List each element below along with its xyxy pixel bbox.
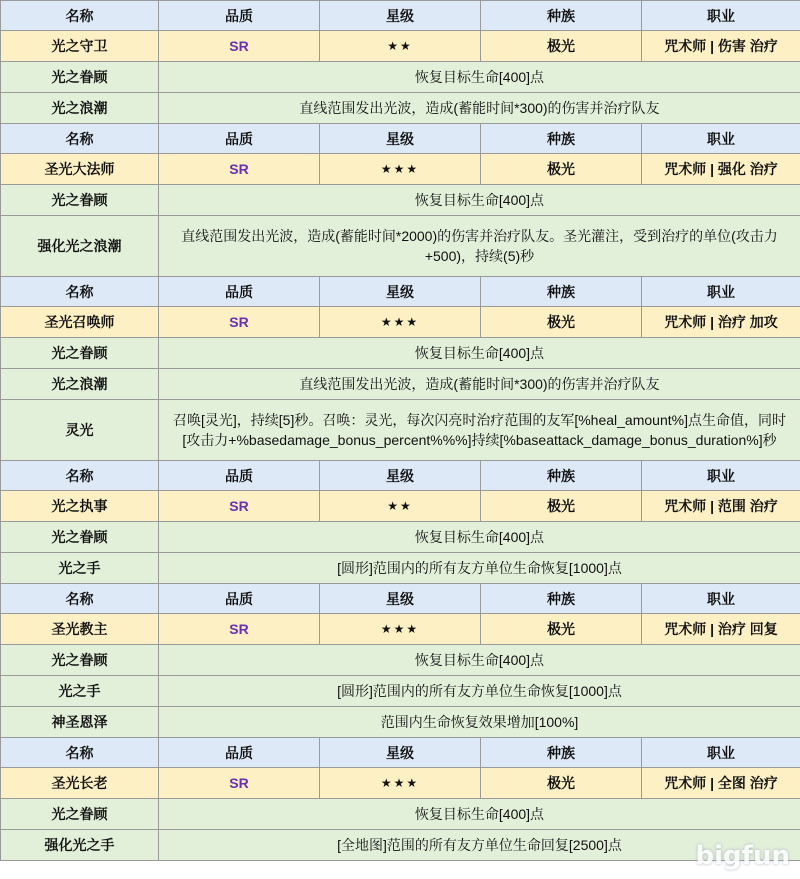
header-row (1, 461, 800, 491)
header-job: 职业 (642, 124, 800, 154)
header-row (1, 584, 800, 614)
skill-name: 光之眷顾 (1, 62, 159, 93)
header-quality: 品质 (159, 124, 320, 154)
unit-job: 咒术师 | 全图 治疗 (642, 768, 800, 799)
unit-row (1, 307, 800, 338)
header-quality: 品质 (159, 461, 320, 491)
skill-name: 光之眷顾 (1, 338, 159, 369)
unit-name: 圣光长老 (1, 768, 159, 799)
header-job: 职业 (642, 738, 800, 768)
skill-desc: 直线范围发出光波，造成(蓄能时间*300)的伤害并治疗队友 (159, 369, 800, 400)
header-name: 名称 (1, 1, 159, 31)
skill-name: 神圣恩泽 (1, 707, 159, 738)
units-table-body (1, 1, 800, 861)
unit-race: 极光 (481, 307, 642, 338)
skill-desc: 范围内生命恢复效果增加[100%] (159, 707, 800, 738)
skill-row (1, 553, 800, 584)
bigfun-watermark: bigfun (695, 841, 790, 871)
header-quality: 品质 (159, 277, 320, 307)
header-race: 种族 (481, 277, 642, 307)
skill-desc: 恢复目标生命[400]点 (159, 62, 800, 93)
unit-stars: ★★★ (320, 614, 481, 645)
header-stars: 星级 (320, 461, 481, 491)
header-quality: 品质 (159, 1, 320, 31)
unit-job: 咒术师 | 治疗 回复 (642, 614, 800, 645)
header-row (1, 1, 800, 31)
header-stars: 星级 (320, 277, 481, 307)
skill-row (1, 645, 800, 676)
skill-name: 光之眷顾 (1, 185, 159, 216)
header-quality: 品质 (159, 584, 320, 614)
header-race: 种族 (481, 1, 642, 31)
unit-stars: ★★ (320, 31, 481, 62)
header-job: 职业 (642, 461, 800, 491)
header-name: 名称 (1, 124, 159, 154)
unit-row (1, 31, 800, 62)
header-row (1, 738, 800, 768)
header-quality: 品质 (159, 738, 320, 768)
skill-desc: 恢复目标生命[400]点 (159, 185, 800, 216)
unit-name: 光之执事 (1, 491, 159, 522)
skill-row (1, 799, 800, 830)
skill-name: 光之眷顾 (1, 645, 159, 676)
unit-name: 圣光大法师 (1, 154, 159, 185)
header-stars: 星级 (320, 1, 481, 31)
unit-race: 极光 (481, 154, 642, 185)
skill-name: 光之眷顾 (1, 522, 159, 553)
skill-row (1, 93, 800, 124)
skill-desc: [全地图]范围的所有友方单位生命回复[2500]点 (159, 830, 800, 861)
header-name: 名称 (1, 461, 159, 491)
skill-name: 强化光之手 (1, 830, 159, 861)
skill-desc: 恢复目标生命[400]点 (159, 338, 800, 369)
unit-job: 咒术师 | 范围 治疗 (642, 491, 800, 522)
unit-quality: SR (159, 491, 320, 522)
header-job: 职业 (642, 277, 800, 307)
unit-row (1, 768, 800, 799)
header-name: 名称 (1, 738, 159, 768)
skill-row (1, 369, 800, 400)
header-stars: 星级 (320, 584, 481, 614)
header-race: 种族 (481, 738, 642, 768)
skill-row (1, 522, 800, 553)
skill-desc: 直线范围发出光波，造成(蓄能时间*2000)的伤害并治疗队友。圣光灌注，受到治疗的单位(攻击力+500)，持续(5)秒 (159, 216, 800, 277)
unit-row (1, 491, 800, 522)
unit-row (1, 614, 800, 645)
unit-stars: ★★★ (320, 154, 481, 185)
header-name: 名称 (1, 277, 159, 307)
header-race: 种族 (481, 461, 642, 491)
skill-row (1, 400, 800, 461)
unit-job: 咒术师 | 治疗 加攻 (642, 307, 800, 338)
unit-quality: SR (159, 614, 320, 645)
unit-stars: ★★★ (320, 768, 481, 799)
skill-name: 光之眷顾 (1, 799, 159, 830)
header-row (1, 277, 800, 307)
unit-quality: SR (159, 154, 320, 185)
unit-quality: SR (159, 768, 320, 799)
header-stars: 星级 (320, 124, 481, 154)
skill-name: 灵光 (1, 400, 159, 461)
skill-name: 光之浪潮 (1, 93, 159, 124)
unit-job: 咒术师 | 伤害 治疗 (642, 31, 800, 62)
skill-row (1, 707, 800, 738)
skill-desc: [圆形]范围内的所有友方单位生命恢复[1000]点 (159, 553, 800, 584)
skill-row (1, 62, 800, 93)
skill-row (1, 216, 800, 277)
unit-race: 极光 (481, 31, 642, 62)
unit-name: 光之守卫 (1, 31, 159, 62)
skill-desc: 直线范围发出光波，造成(蓄能时间*300)的伤害并治疗队友 (159, 93, 800, 124)
skill-desc: 恢复目标生命[400]点 (159, 799, 800, 830)
skill-name: 光之浪潮 (1, 369, 159, 400)
skill-desc: 恢复目标生命[400]点 (159, 645, 800, 676)
unit-race: 极光 (481, 768, 642, 799)
unit-quality: SR (159, 307, 320, 338)
unit-stars: ★★ (320, 491, 481, 522)
skill-row (1, 185, 800, 216)
unit-name: 圣光召唤师 (1, 307, 159, 338)
unit-race: 极光 (481, 614, 642, 645)
skill-row (1, 338, 800, 369)
unit-race: 极光 (481, 491, 642, 522)
unit-stars: ★★★ (320, 307, 481, 338)
skill-desc: 召唤[灵光]，持续[5]秒。召唤：灵光，每次闪亮时治疗范围的友军[%heal_amount%]点生命值，同时[攻击力+%basedamage_bonus_percent%%%]持续[%baseattack_damage_bonus_duration%]秒 (159, 400, 800, 461)
header-stars: 星级 (320, 738, 481, 768)
skill-name: 强化光之浪潮 (1, 216, 159, 277)
header-name: 名称 (1, 584, 159, 614)
header-race: 种族 (481, 584, 642, 614)
unit-job: 咒术师 | 强化 治疗 (642, 154, 800, 185)
skill-name: 光之手 (1, 553, 159, 584)
unit-quality: SR (159, 31, 320, 62)
skill-name: 光之手 (1, 676, 159, 707)
unit-name: 圣光教主 (1, 614, 159, 645)
header-race: 种族 (481, 124, 642, 154)
header-job: 职业 (642, 1, 800, 31)
unit-row (1, 154, 800, 185)
skill-desc: 恢复目标生命[400]点 (159, 522, 800, 553)
skill-desc: [圆形]范围内的所有友方单位生命恢复[1000]点 (159, 676, 800, 707)
skill-row (1, 676, 800, 707)
header-job: 职业 (642, 584, 800, 614)
skill-row (1, 830, 800, 861)
header-row (1, 124, 800, 154)
